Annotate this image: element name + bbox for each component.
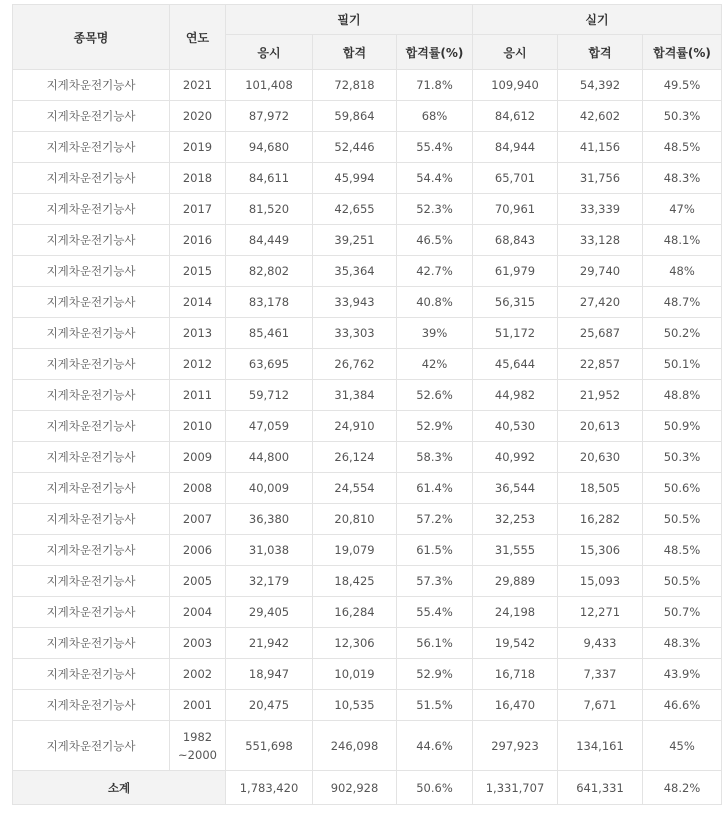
cell-practical-rate: 50.6% xyxy=(643,473,722,504)
cell-practical-passed: 7,337 xyxy=(558,659,643,690)
cell-practical-rate: 48.7% xyxy=(643,287,722,318)
cell-item-name: 지게차운전기능사 xyxy=(13,318,170,349)
table-row xyxy=(13,380,722,411)
cell-practical-rate: 50.5% xyxy=(643,504,722,535)
cell-written-applied: 87,972 xyxy=(226,101,313,132)
cell-written-rate: 44.6% xyxy=(397,721,473,771)
cell-written-passed: 52,446 xyxy=(313,132,397,163)
table-row xyxy=(13,256,722,287)
cell-written-applied: 20,475 xyxy=(226,690,313,721)
cell-item-name: 지게차운전기능사 xyxy=(13,380,170,411)
cell-practical-applied: 36,544 xyxy=(473,473,558,504)
cell-written-passed: 26,762 xyxy=(313,349,397,380)
table-row xyxy=(13,349,722,380)
cell-practical-passed: 29,740 xyxy=(558,256,643,287)
cell-written-rate: 52.9% xyxy=(397,659,473,690)
cell-item-name: 지게차운전기능사 xyxy=(13,287,170,318)
cell-written-rate: 61.5% xyxy=(397,535,473,566)
cell-year: 2001 xyxy=(170,690,226,721)
cell-practical-rate: 50.9% xyxy=(643,411,722,442)
cell-item-name: 지게차운전기능사 xyxy=(13,628,170,659)
cell-practical-applied: 19,542 xyxy=(473,628,558,659)
cell-year: 2002 xyxy=(170,659,226,690)
total-practical-passed: 641,331 xyxy=(558,771,643,805)
cell-year: 2007 xyxy=(170,504,226,535)
table-row xyxy=(13,504,722,535)
cell-written-rate: 57.3% xyxy=(397,566,473,597)
cell-written-applied: 44,800 xyxy=(226,442,313,473)
header-item-name: 종목명 xyxy=(13,5,170,70)
total-written-passed: 902,928 xyxy=(313,771,397,805)
table-body xyxy=(13,70,722,771)
cell-written-passed: 33,943 xyxy=(313,287,397,318)
cell-written-passed: 35,364 xyxy=(313,256,397,287)
cell-practical-passed: 15,306 xyxy=(558,535,643,566)
cell-practical-applied: 109,940 xyxy=(473,70,558,101)
cell-practical-rate: 50.7% xyxy=(643,597,722,628)
cell-written-applied: 59,712 xyxy=(226,380,313,411)
total-row xyxy=(13,771,722,805)
table-row xyxy=(13,70,722,101)
cell-item-name: 지게차운전기능사 xyxy=(13,659,170,690)
table-row xyxy=(13,473,722,504)
cell-practical-passed: 33,128 xyxy=(558,225,643,256)
cell-practical-applied: 45,644 xyxy=(473,349,558,380)
cell-written-applied: 551,698 xyxy=(226,721,313,771)
cell-practical-applied: 51,172 xyxy=(473,318,558,349)
cell-written-applied: 47,059 xyxy=(226,411,313,442)
cell-practical-applied: 32,253 xyxy=(473,504,558,535)
cell-item-name: 지게차운전기능사 xyxy=(13,256,170,287)
cell-practical-applied: 84,612 xyxy=(473,101,558,132)
header-practical: 실기 xyxy=(473,5,722,35)
cell-practical-rate: 48.5% xyxy=(643,535,722,566)
table-row xyxy=(13,101,722,132)
cell-item-name: 지게차운전기능사 xyxy=(13,442,170,473)
table-row xyxy=(13,597,722,628)
table-row xyxy=(13,659,722,690)
cell-practical-applied: 44,982 xyxy=(473,380,558,411)
cell-written-applied: 84,449 xyxy=(226,225,313,256)
cell-written-passed: 12,306 xyxy=(313,628,397,659)
cell-item-name: 지게차운전기능사 xyxy=(13,411,170,442)
cell-practical-rate: 43.9% xyxy=(643,659,722,690)
cell-written-passed: 26,124 xyxy=(313,442,397,473)
table-row xyxy=(13,442,722,473)
cell-item-name: 지게차운전기능사 xyxy=(13,101,170,132)
cell-practical-applied: 40,992 xyxy=(473,442,558,473)
cell-practical-applied: 24,198 xyxy=(473,597,558,628)
cell-practical-passed: 22,857 xyxy=(558,349,643,380)
cell-written-passed: 39,251 xyxy=(313,225,397,256)
table-row xyxy=(13,411,722,442)
cell-written-applied: 94,680 xyxy=(226,132,313,163)
cell-written-rate: 39% xyxy=(397,318,473,349)
table-row xyxy=(13,535,722,566)
header-practical-applied: 응시 xyxy=(473,35,558,70)
cell-practical-passed: 15,093 xyxy=(558,566,643,597)
cell-practical-rate: 48% xyxy=(643,256,722,287)
table-row xyxy=(13,132,722,163)
total-written-applied: 1,783,420 xyxy=(226,771,313,805)
cell-written-rate: 40.8% xyxy=(397,287,473,318)
header-written: 필기 xyxy=(226,5,473,35)
cell-written-applied: 101,408 xyxy=(226,70,313,101)
header-year: 연도 xyxy=(170,5,226,70)
cell-written-passed: 42,655 xyxy=(313,194,397,225)
cell-written-applied: 36,380 xyxy=(226,504,313,535)
cell-written-passed: 33,303 xyxy=(313,318,397,349)
cell-item-name: 지게차운전기능사 xyxy=(13,225,170,256)
cell-written-passed: 45,994 xyxy=(313,163,397,194)
table-row xyxy=(13,690,722,721)
cell-year: 2005 xyxy=(170,566,226,597)
cell-written-rate: 52.9% xyxy=(397,411,473,442)
cell-written-applied: 32,179 xyxy=(226,566,313,597)
cell-written-passed: 24,554 xyxy=(313,473,397,504)
cell-item-name: 지게차운전기능사 xyxy=(13,721,170,771)
cell-practical-applied: 61,979 xyxy=(473,256,558,287)
total-label: 소계 xyxy=(13,771,226,805)
header-practical-passed: 합격 xyxy=(558,35,643,70)
cell-written-passed: 18,425 xyxy=(313,566,397,597)
cell-written-applied: 29,405 xyxy=(226,597,313,628)
cell-written-rate: 55.4% xyxy=(397,597,473,628)
header-written-rate: 합격률(%) xyxy=(397,35,473,70)
cell-written-rate: 52.6% xyxy=(397,380,473,411)
cell-item-name: 지게차운전기능사 xyxy=(13,535,170,566)
cell-year: 2018 xyxy=(170,163,226,194)
cell-item-name: 지게차운전기능사 xyxy=(13,473,170,504)
cell-practical-passed: 31,756 xyxy=(558,163,643,194)
total-practical-rate: 48.2% xyxy=(643,771,722,805)
total-written-rate: 50.6% xyxy=(397,771,473,805)
cell-written-rate: 52.3% xyxy=(397,194,473,225)
cell-practical-rate: 49.5% xyxy=(643,70,722,101)
cell-written-applied: 21,942 xyxy=(226,628,313,659)
cell-practical-applied: 65,701 xyxy=(473,163,558,194)
cell-item-name: 지게차운전기능사 xyxy=(13,690,170,721)
table-row xyxy=(13,318,722,349)
cell-written-rate: 56.1% xyxy=(397,628,473,659)
cell-practical-applied: 29,889 xyxy=(473,566,558,597)
cell-written-passed: 246,098 xyxy=(313,721,397,771)
cell-written-rate: 42.7% xyxy=(397,256,473,287)
table-row xyxy=(13,628,722,659)
cell-item-name: 지게차운전기능사 xyxy=(13,70,170,101)
table-row xyxy=(13,287,722,318)
cell-year: 2012 xyxy=(170,349,226,380)
cell-practical-passed: 54,392 xyxy=(558,70,643,101)
cell-year: 2003 xyxy=(170,628,226,659)
cell-written-rate: 58.3% xyxy=(397,442,473,473)
pass-rate-table-container xyxy=(12,4,721,805)
cell-practical-passed: 33,339 xyxy=(558,194,643,225)
cell-written-applied: 84,611 xyxy=(226,163,313,194)
cell-written-rate: 51.5% xyxy=(397,690,473,721)
cell-year: 2021 xyxy=(170,70,226,101)
cell-written-applied: 18,947 xyxy=(226,659,313,690)
cell-written-passed: 19,079 xyxy=(313,535,397,566)
cell-practical-rate: 50.2% xyxy=(643,318,722,349)
cell-practical-passed: 42,602 xyxy=(558,101,643,132)
total-practical-applied: 1,331,707 xyxy=(473,771,558,805)
cell-year: 2009 xyxy=(170,442,226,473)
cell-practical-rate: 48.8% xyxy=(643,380,722,411)
cell-year: 2010 xyxy=(170,411,226,442)
cell-written-applied: 82,802 xyxy=(226,256,313,287)
cell-practical-passed: 16,282 xyxy=(558,504,643,535)
cell-written-rate: 54.4% xyxy=(397,163,473,194)
cell-practical-passed: 7,671 xyxy=(558,690,643,721)
cell-written-applied: 85,461 xyxy=(226,318,313,349)
cell-practical-rate: 48.3% xyxy=(643,163,722,194)
cell-practical-rate: 45% xyxy=(643,721,722,771)
cell-item-name: 지게차운전기능사 xyxy=(13,132,170,163)
cell-practical-applied: 68,843 xyxy=(473,225,558,256)
cell-year: 2004 xyxy=(170,597,226,628)
cell-written-passed: 10,535 xyxy=(313,690,397,721)
cell-practical-applied: 70,961 xyxy=(473,194,558,225)
cell-practical-rate: 48.1% xyxy=(643,225,722,256)
cell-written-applied: 31,038 xyxy=(226,535,313,566)
cell-written-applied: 40,009 xyxy=(226,473,313,504)
cell-year: 2011 xyxy=(170,380,226,411)
cell-item-name: 지게차운전기능사 xyxy=(13,194,170,225)
header-written-applied: 응시 xyxy=(226,35,313,70)
table-footer xyxy=(13,771,722,805)
pass-rate-table xyxy=(12,4,722,805)
cell-written-applied: 63,695 xyxy=(226,349,313,380)
cell-written-rate: 57.2% xyxy=(397,504,473,535)
cell-written-applied: 83,178 xyxy=(226,287,313,318)
cell-written-passed: 72,818 xyxy=(313,70,397,101)
cell-item-name: 지게차운전기능사 xyxy=(13,163,170,194)
cell-practical-rate: 50.3% xyxy=(643,442,722,473)
table-row xyxy=(13,194,722,225)
cell-practical-passed: 41,156 xyxy=(558,132,643,163)
header-written-passed: 합격 xyxy=(313,35,397,70)
cell-practical-applied: 16,718 xyxy=(473,659,558,690)
cell-written-rate: 68% xyxy=(397,101,473,132)
cell-practical-rate: 47% xyxy=(643,194,722,225)
cell-item-name: 지게차운전기능사 xyxy=(13,566,170,597)
cell-year: 2013 xyxy=(170,318,226,349)
cell-practical-rate: 48.3% xyxy=(643,628,722,659)
cell-year: 2019 xyxy=(170,132,226,163)
cell-item-name: 지게차운전기능사 xyxy=(13,504,170,535)
cell-written-passed: 10,019 xyxy=(313,659,397,690)
cell-practical-passed: 27,420 xyxy=(558,287,643,318)
cell-practical-applied: 84,944 xyxy=(473,132,558,163)
cell-written-rate: 55.4% xyxy=(397,132,473,163)
cell-practical-applied: 56,315 xyxy=(473,287,558,318)
cell-item-name: 지게차운전기능사 xyxy=(13,349,170,380)
cell-written-passed: 20,810 xyxy=(313,504,397,535)
cell-practical-passed: 134,161 xyxy=(558,721,643,771)
cell-practical-applied: 16,470 xyxy=(473,690,558,721)
cell-written-rate: 71.8% xyxy=(397,70,473,101)
cell-written-rate: 61.4% xyxy=(397,473,473,504)
cell-practical-passed: 9,433 xyxy=(558,628,643,659)
table-row xyxy=(13,566,722,597)
cell-written-passed: 24,910 xyxy=(313,411,397,442)
cell-year: 2006 xyxy=(170,535,226,566)
table-header xyxy=(13,5,722,70)
cell-practical-applied: 40,530 xyxy=(473,411,558,442)
cell-practical-rate: 50.1% xyxy=(643,349,722,380)
cell-year: 1982 ~2000 xyxy=(170,721,226,771)
cell-practical-passed: 20,613 xyxy=(558,411,643,442)
cell-practical-rate: 50.3% xyxy=(643,101,722,132)
cell-year: 2017 xyxy=(170,194,226,225)
cell-written-passed: 59,864 xyxy=(313,101,397,132)
cell-year: 2015 xyxy=(170,256,226,287)
cell-written-rate: 42% xyxy=(397,349,473,380)
cell-item-name: 지게차운전기능사 xyxy=(13,597,170,628)
cell-year: 2014 xyxy=(170,287,226,318)
cell-written-passed: 31,384 xyxy=(313,380,397,411)
cell-practical-passed: 20,630 xyxy=(558,442,643,473)
cell-practical-passed: 25,687 xyxy=(558,318,643,349)
cell-year: 2020 xyxy=(170,101,226,132)
table-row xyxy=(13,721,722,771)
cell-practical-applied: 297,923 xyxy=(473,721,558,771)
cell-written-passed: 16,284 xyxy=(313,597,397,628)
cell-written-applied: 81,520 xyxy=(226,194,313,225)
cell-written-rate: 46.5% xyxy=(397,225,473,256)
cell-practical-passed: 21,952 xyxy=(558,380,643,411)
cell-practical-passed: 18,505 xyxy=(558,473,643,504)
cell-practical-rate: 48.5% xyxy=(643,132,722,163)
cell-practical-passed: 12,271 xyxy=(558,597,643,628)
cell-year: 2016 xyxy=(170,225,226,256)
cell-practical-applied: 31,555 xyxy=(473,535,558,566)
table-row xyxy=(13,163,722,194)
cell-year: 2008 xyxy=(170,473,226,504)
cell-practical-rate: 46.6% xyxy=(643,690,722,721)
table-row xyxy=(13,225,722,256)
header-practical-rate: 합격률(%) xyxy=(643,35,722,70)
cell-practical-rate: 50.5% xyxy=(643,566,722,597)
